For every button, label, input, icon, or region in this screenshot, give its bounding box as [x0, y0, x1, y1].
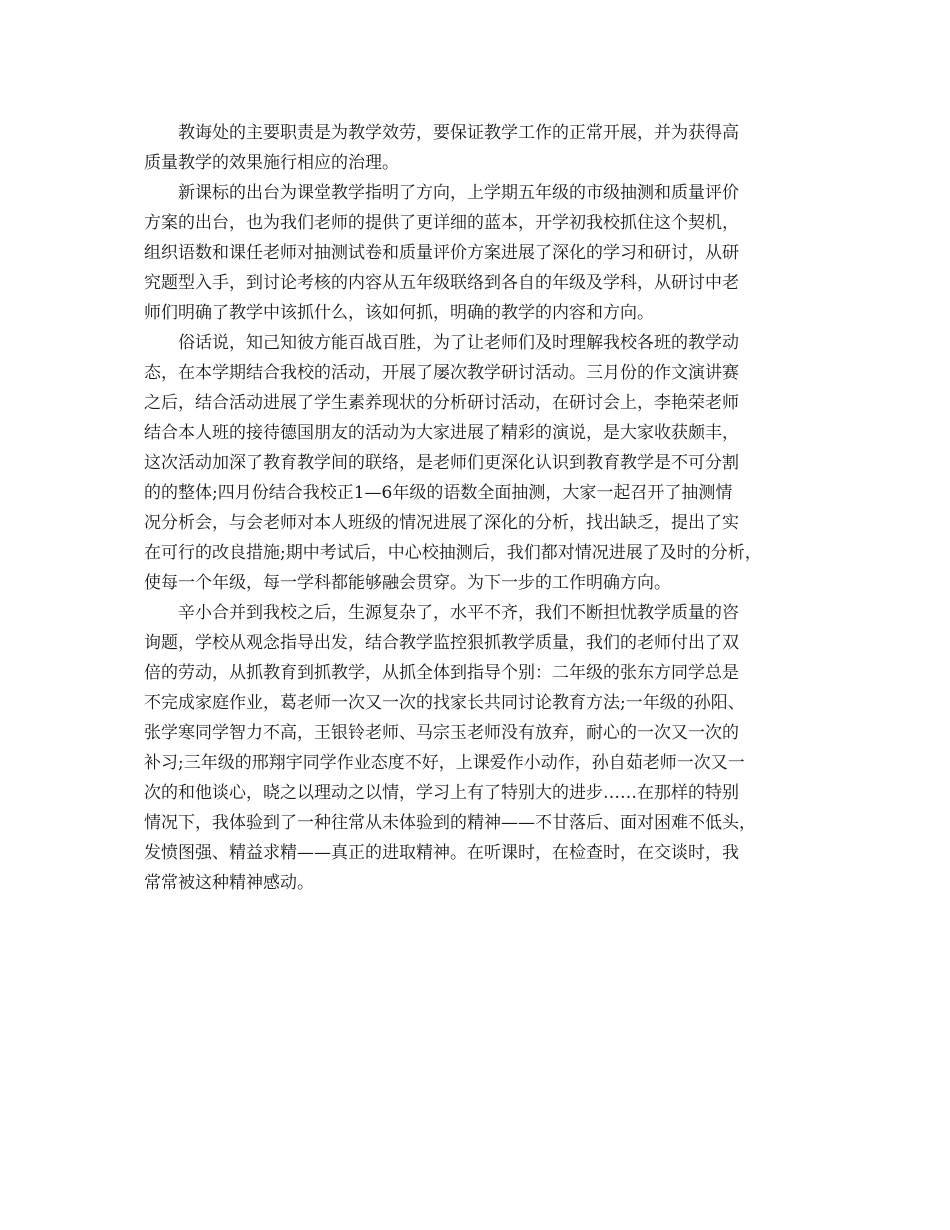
text-line: 辛小合并到我校之后，生源复杂了，水平不齐，我们不断担忧教学质量的咨 [178, 603, 739, 623]
text-line: 不完成家庭作业，葛老师一次又一次的找家长共同讨论教育方法;一年级的孙阳、 [144, 693, 745, 713]
paragraph-4 [144, 598, 814, 898]
text-line: 况分析会，与会老师对本人班级的情况进展了深化的分析，找出缺乏，提出了实 [144, 513, 739, 533]
text-line: 方案的出台，也为我们老师的提供了更详细的蓝本，开学初我校抓住这个契机， [144, 213, 739, 233]
text-line: 之后，结合活动进展了学生素养现状的分析研讨活动，在研讨会上，李艳荣老师 [144, 393, 739, 413]
text-line: 询题，学校从观念指导出发，结合教学监控狠抓教学质量，我们的老师付出了双 [144, 633, 739, 653]
text-line: 结合本人班的接待德国朋友的活动为大家进展了精彩的演说，是大家收获颇丰， [144, 423, 739, 443]
text-line: 补习;三年级的邢翔宇同学作业态度不好，上课爱作小动作，孙自茹老师一次又一 [144, 753, 745, 773]
paragraph-1 [144, 118, 814, 178]
text-line: 质量教学的效果施行相应的治理。 [144, 153, 399, 173]
paragraph-2 [144, 178, 814, 328]
text-line: 的的整体;四月份结合我校正1—6年级的语数全面抽测，大家一起召开了抽测情 [144, 483, 733, 503]
paragraph-3 [144, 328, 814, 598]
text-line: 常常被这种精神感动。 [144, 873, 314, 893]
text-line: 态，在本学期结合我校的活动，开展了屡次教学研讨活动。三月份的作文演讲赛 [144, 363, 739, 383]
text-line: 俗话说，知己知彼方能百战百胜，为了让老师们及时理解我校各班的教学动 [178, 333, 739, 353]
text-line: 这次活动加深了教育教学间的联络，是老师们更深化认识到教育教学是不可分割 [144, 453, 739, 473]
text-line: 师们明确了教学中该抓什么，该如何抓，明确的教学的内容和方向。 [144, 303, 654, 323]
text-line: 情况下，我体验到了一种往常从未体验到的精神——不甘落后、面对困难不低头， [144, 813, 756, 833]
text-line: 发愤图强、精益求精——真正的进取精神。在听课时，在检查时，在交谈时，我 [144, 843, 739, 863]
text-line: 使每一个年级，每一学科都能够融会贯穿。为下一步的工作明确方向。 [144, 573, 671, 593]
text-line: 张学寒同学智力不高，王银铃老师、马宗玉老师没有放弃，耐心的一次又一次的 [144, 723, 739, 743]
text-line: 教诲处的主要职责是为教学效劳，要保证教学工作的正常开展，并为获得高 [178, 123, 739, 143]
text-line: 倍的劳动，从抓教育到抓教学，从抓全体到指导个别：二年级的张东方同学总是 [144, 663, 739, 683]
text-line: 组织语数和课任老师对抽测试卷和质量评价方案进展了深化的学习和研讨，从研 [144, 243, 739, 263]
text-line: 究题型入手，到讨论考核的内容从五年级联络到各自的年级及学科，从研讨中老 [144, 273, 739, 293]
text-line: 新课标的出台为课堂教学指明了方向，上学期五年级的市级抽测和质量评价 [178, 183, 739, 203]
document-body [144, 118, 814, 898]
text-line: 在可行的改良措施;期中考试后，中心校抽测后，我们都对情况进展了及时的分析， [144, 543, 762, 563]
text-line: 次的和他谈心，晓之以理动之以情，学习上有了特别大的进步……在那样的特别 [144, 783, 739, 803]
